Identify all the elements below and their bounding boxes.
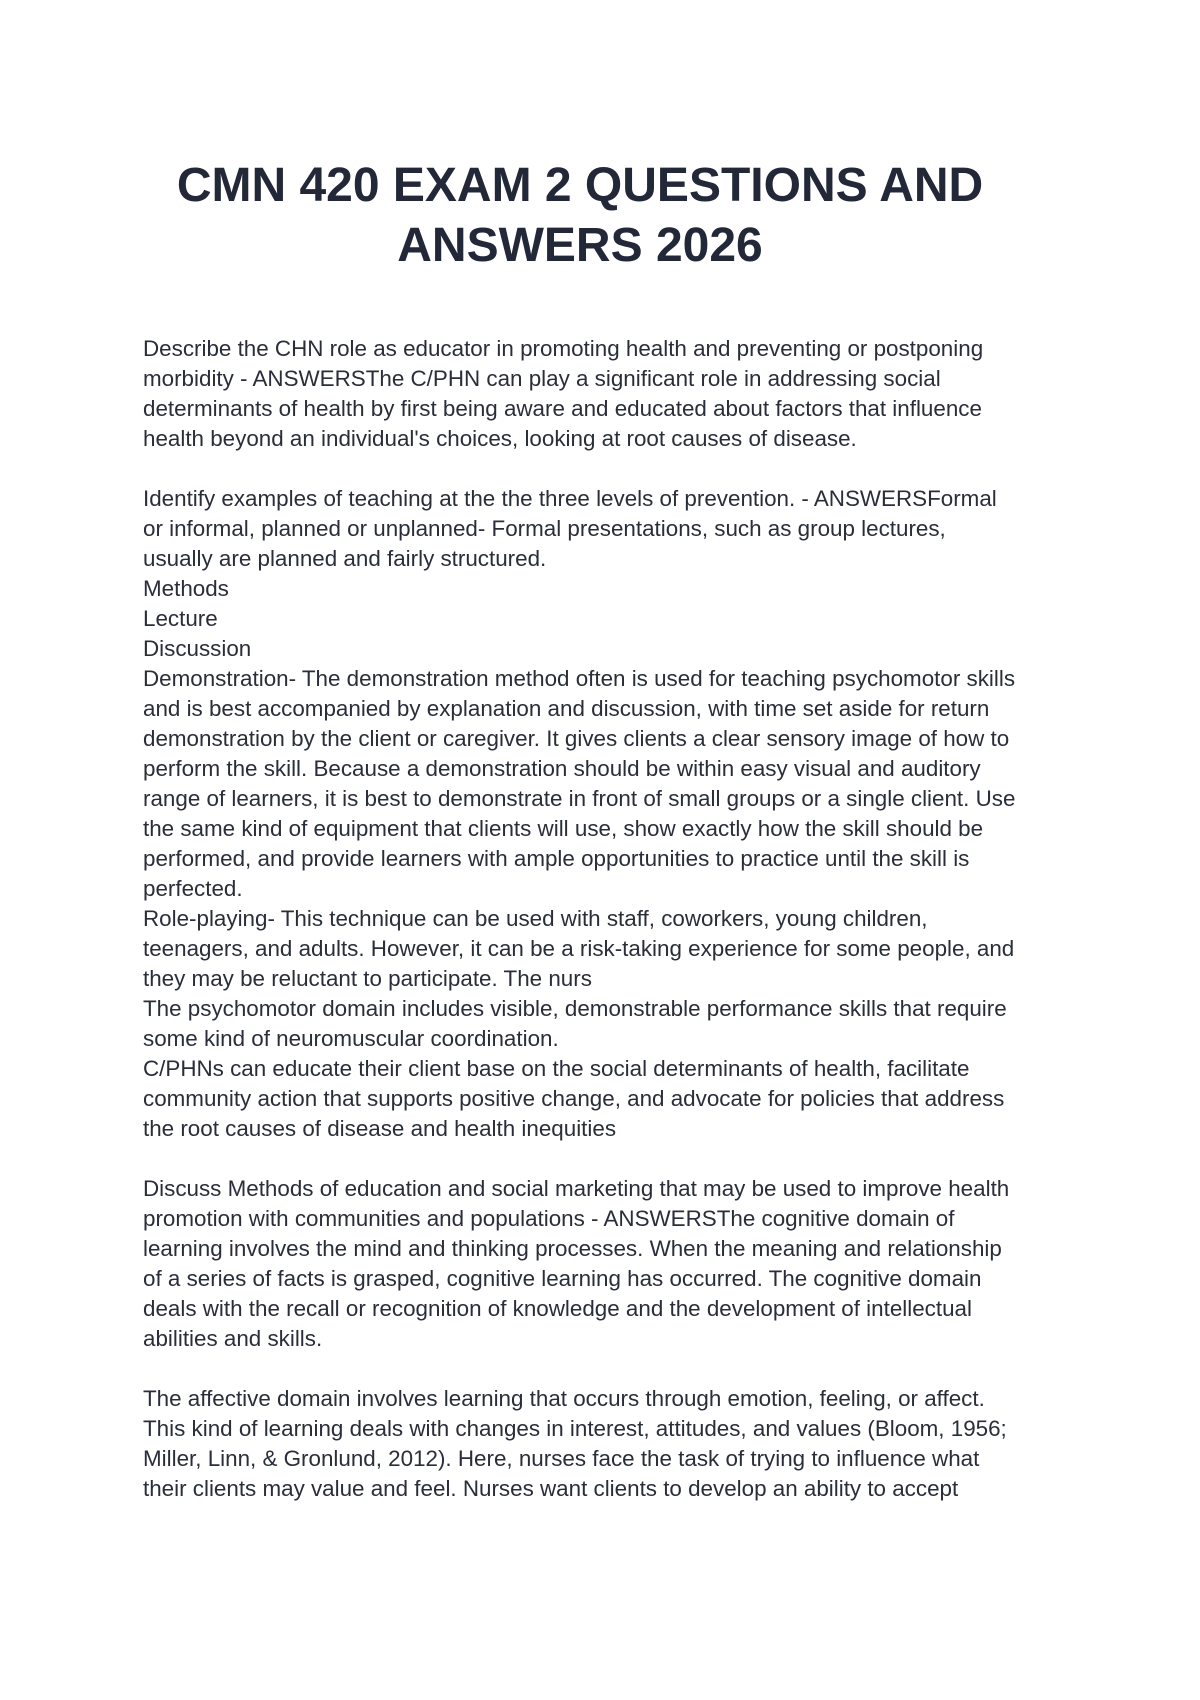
text-line: or informal, planned or unplanned- Formal presentations, such as group lectures,: [143, 516, 946, 541]
text-line: Describe the CHN role as educator in promoting health and preventing or postponing: [143, 336, 984, 361]
qa-paragraph: [143, 484, 1073, 1144]
text-line: of a series of facts is grasped, cognitive learning has occurred. The cognitive domain: [143, 1266, 982, 1291]
text-line: perform the skill. Because a demonstration should be within easy visual and auditory: [143, 756, 981, 781]
text-line: performed, and provide learners with ample opportunities to practice until the skill is: [143, 846, 970, 871]
text-line: their clients may value and feel. Nurses want clients to develop an ability to accept: [143, 1476, 959, 1501]
qa-paragraph: [143, 1384, 1073, 1504]
text-line: health beyond an individual's choices, looking at root causes of disease.: [143, 426, 857, 451]
text-line: community action that supports positive change, and advocate for policies that address: [143, 1086, 1005, 1111]
text-line: and is best accompanied by explanation and discussion, with time set aside for return: [143, 696, 990, 721]
text-line: The psychomotor domain includes visible, demonstrable performance skills that require: [143, 996, 1007, 1021]
text-line: the root causes of disease and health inequities: [143, 1116, 617, 1141]
text-line: teenagers, and adults. However, it can be a risk-taking experience for some people, and: [143, 936, 1015, 961]
text-line: abilities and skills.: [143, 1326, 323, 1351]
text-line: they may be reluctant to participate. The nurs: [143, 966, 592, 991]
text-line: morbidity - ANSWERSThe C/PHN can play a significant role in addressing social: [143, 366, 941, 391]
text-line: deals with the recall or recognition of knowledge and the development of intellectual: [143, 1296, 972, 1321]
title-line-2: ANSWERS 2026: [397, 219, 763, 272]
document-body: [143, 334, 1073, 1504]
qa-paragraph: [143, 1174, 1073, 1354]
text-line: the same kind of equipment that clients will use, show exactly how the skill should be: [143, 816, 984, 841]
title-line-1: CMN 420 EXAM 2 QUESTIONS AND: [176, 159, 984, 212]
text-line: Demonstration- The demonstration method often is used for teaching psychomotor skills: [143, 666, 1016, 691]
text-line: perfected.: [143, 876, 243, 901]
text-line: learning involves the mind and thinking processes. When the meaning and relationship: [143, 1236, 1002, 1261]
text-line: Discuss Methods of education and social marketing that may be used to improve health: [143, 1176, 1010, 1201]
text-line: Miller, Linn, & Gronlund, 2012). Here, nurses face the task of trying to influence what: [143, 1446, 980, 1471]
text-line: Lecture: [143, 606, 218, 631]
text-line: demonstration by the client or caregiver. It gives clients a clear sensory image of how to: [143, 726, 1010, 751]
document-title: [100, 156, 1060, 276]
qa-paragraph: [143, 334, 1073, 454]
text-line: Discussion: [143, 636, 252, 661]
text-line: determinants of health by first being aware and educated about factors that influence: [143, 396, 982, 421]
paragraph-spacer: [143, 1144, 1073, 1174]
text-line: Identify examples of teaching at the the three levels of prevention. - ANSWERSFormal: [143, 486, 997, 511]
text-line: Methods: [143, 576, 229, 601]
text-line: promotion with communities and populations - ANSWERSThe cognitive domain of: [143, 1206, 955, 1231]
text-line: some kind of neuromuscular coordination.: [143, 1026, 559, 1051]
text-line: This kind of learning deals with changes in interest, attitudes, and values (Bloom, 1956;: [143, 1416, 1007, 1441]
text-line: The affective domain involves learning that occurs through emotion, feeling, or affect.: [143, 1386, 985, 1411]
text-line: C/PHNs can educate their client base on the social determinants of health, facilitate: [143, 1056, 970, 1081]
text-line: range of learners, it is best to demonstrate in front of small groups or a single client. Use: [143, 786, 1016, 811]
paragraph-spacer: [143, 1354, 1073, 1384]
paragraph-spacer: [143, 454, 1073, 484]
text-line: usually are planned and fairly structured.: [143, 546, 547, 571]
text-line: Role-playing- This technique can be used with staff, coworkers, young children,: [143, 906, 928, 931]
